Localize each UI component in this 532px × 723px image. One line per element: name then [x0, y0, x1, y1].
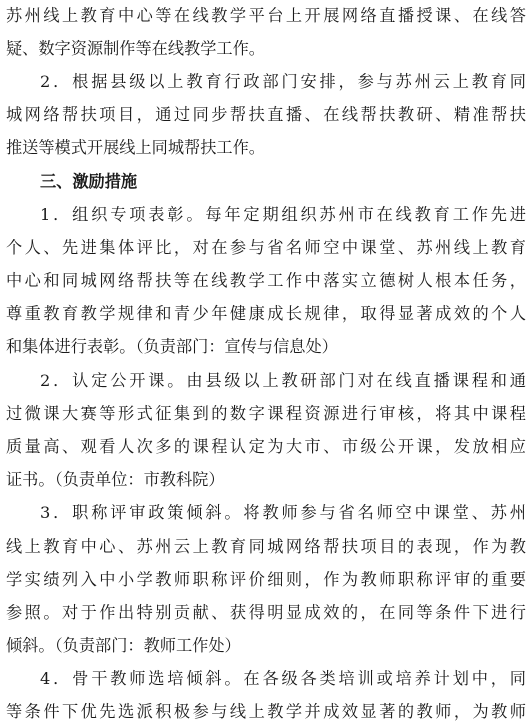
- paragraph-line: 疑、数字资源制作等在线教学工作。: [6, 39, 265, 58]
- paragraph-line: 学实绩列入中小学教师职称评价细则，作为教师职称评审的重要: [6, 570, 526, 589]
- paragraph-line: 城网络帮扶项目，通过同步帮扶直播、在线帮扶教研、精准帮扶: [6, 105, 526, 124]
- paragraph-line: 3．职称评审政策倾斜。将教师参与省名师空中课堂、苏州: [40, 503, 526, 522]
- paragraph-line: 参照。对于作出特别贡献、获得明显成效的，在同等条件下进行: [6, 603, 526, 622]
- paragraph-line: 2．根据县级以上教育行政部门安排，参与苏州云上教育同: [40, 72, 526, 91]
- section-heading: 三、激励措施: [40, 172, 138, 191]
- paragraph-line: 尊重教育教学规律和青少年健康成长规律，取得显著成效的个人: [6, 304, 526, 323]
- paragraph-line: 苏州线上教育中心等在线教学平台上开展网络直播授课、在线答: [6, 6, 526, 25]
- paragraph-line: 过微课大赛等形式征集到的数字课程资源进行审核，将其中课程: [6, 404, 526, 423]
- paragraph-line: 倾斜。（负责部门：教师工作处）: [6, 636, 241, 655]
- paragraph-line: 等条件下优先选派积极参与线上教学并成效显著的教师，为教师: [6, 702, 526, 721]
- paragraph-line: 证书。（负责单位：市教科院）: [6, 470, 225, 489]
- paragraph-line: 4．骨干教师选培倾斜。在各级各类培训或培养计划中，同: [40, 669, 526, 688]
- paragraph-line: 和集体进行表彰。（负责部门：宣传与信息处）: [6, 337, 338, 356]
- paragraph-line: 推送等模式开展线上同城帮扶工作。: [6, 138, 265, 157]
- paragraph-line: 1．组织专项表彰。每年定期组织苏州市在线教育工作先进: [40, 205, 526, 224]
- paragraph-line: 线上教育中心、苏州云上教育同城网络帮扶项目的表现，作为教: [6, 537, 526, 556]
- paragraph-line: 个人、先进集体评比，对在参与省名师空中课堂、苏州线上教育: [6, 238, 526, 257]
- paragraph-line: 2．认定公开课。由县级以上教研部门对在线直播课程和通: [40, 371, 526, 390]
- paragraph-line: 质量高、观看人次多的课程认定为大市、市级公开课，发放相应: [6, 437, 526, 456]
- paragraph-line: 中心和同城网络帮扶等在线教学工作中落实立德树人根本任务，: [6, 271, 526, 290]
